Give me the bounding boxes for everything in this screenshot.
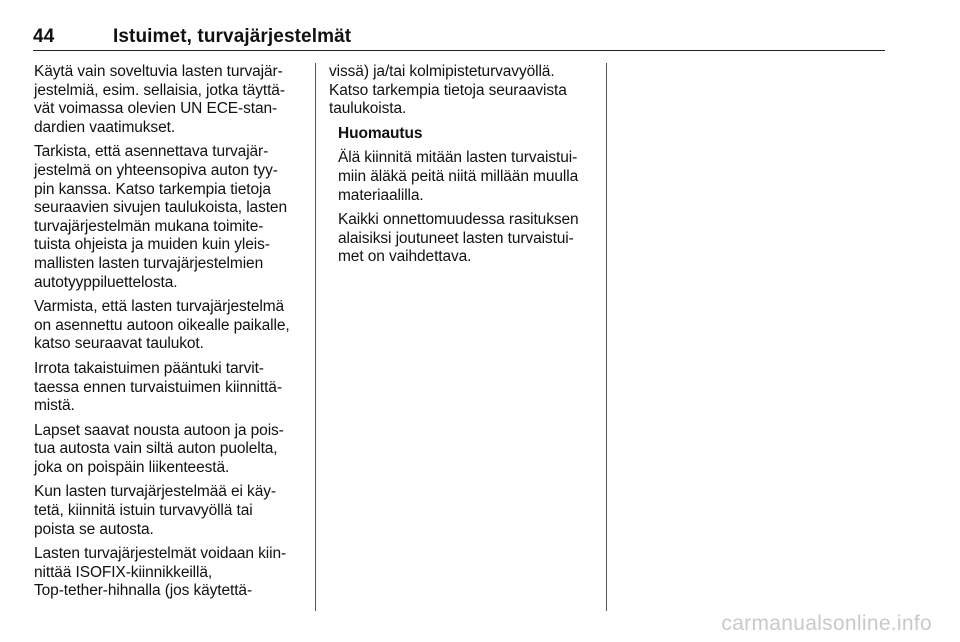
paragraph: Tarkista, että asennettava turvajär- jestelmä on yhteensopiva auton tyy- pin kanssa. Katso tarkempia tietoja seuraavien sivujen taulukoista, lasten turvajärjestelmän mukana toimite- tuista ohjeista ja muiden kuin yleis- mallisten lasten turvajärjestelmien autotyyppiluettelosta.	[34, 143, 287, 291]
paragraph: Lapset saavat nousta autoon ja pois- tua autosta vain siltä auton puolelta, joka on poispäin liikenteestä.	[34, 421, 284, 476]
note-title: Huomautus	[338, 124, 423, 142]
watermark: carmanualsonline.info	[721, 612, 932, 635]
paragraph: Irrota takaistuimen pääntuki tarvit- taessa ennen turvaistuimen kiinnittä- mistä.	[34, 359, 282, 415]
column-divider	[315, 63, 316, 611]
paragraph: Varmista, että lasten turvajärjestelmä on asennettu autoon oikealle paikalle, katso seuraavat taulukot.	[34, 298, 290, 353]
note-box	[338, 125, 597, 267]
column-divider	[606, 63, 607, 611]
page-number: 44	[33, 26, 55, 47]
paragraph: Lasten turvajärjestelmät voidaan kiin- nittää ISOFIX-kiinnikkeillä, Top-tether-hihnalla (jos käytettä-	[34, 545, 287, 600]
page-header	[33, 26, 885, 51]
paragraph: vissä) ja/tai kolmipisteturvavyöllä. Katso tarkempia tietoja seuraavista taulukoista.	[329, 63, 567, 118]
text-column-middle	[329, 63, 597, 273]
note-paragraph: Kaikki onnettomuudessa rasituksen alaisiksi joutuneet lasten turvaistui- met on vaihdettava.	[338, 211, 579, 266]
paragraph: Kun lasten turvajärjestelmää ei käy- tetä, kiinnitä istuin turvavyöllä tai poista se autosta.	[34, 483, 276, 538]
text-column-left	[34, 63, 306, 607]
note-paragraph: Älä kiinnitä mitään lasten turvaistui- miin äläkä peitä niitä millään muulla materiaalilla.	[338, 149, 579, 204]
section-title: Istuimet, turvajärjestelmät	[113, 26, 352, 47]
paragraph: Käytä vain soveltuvia lasten turvajär- jestelmiä, esim. sellaisia, jotka täyttä- vät voimassa olevien UN ECE-stan- dardien vaatimukset.	[34, 63, 285, 136]
